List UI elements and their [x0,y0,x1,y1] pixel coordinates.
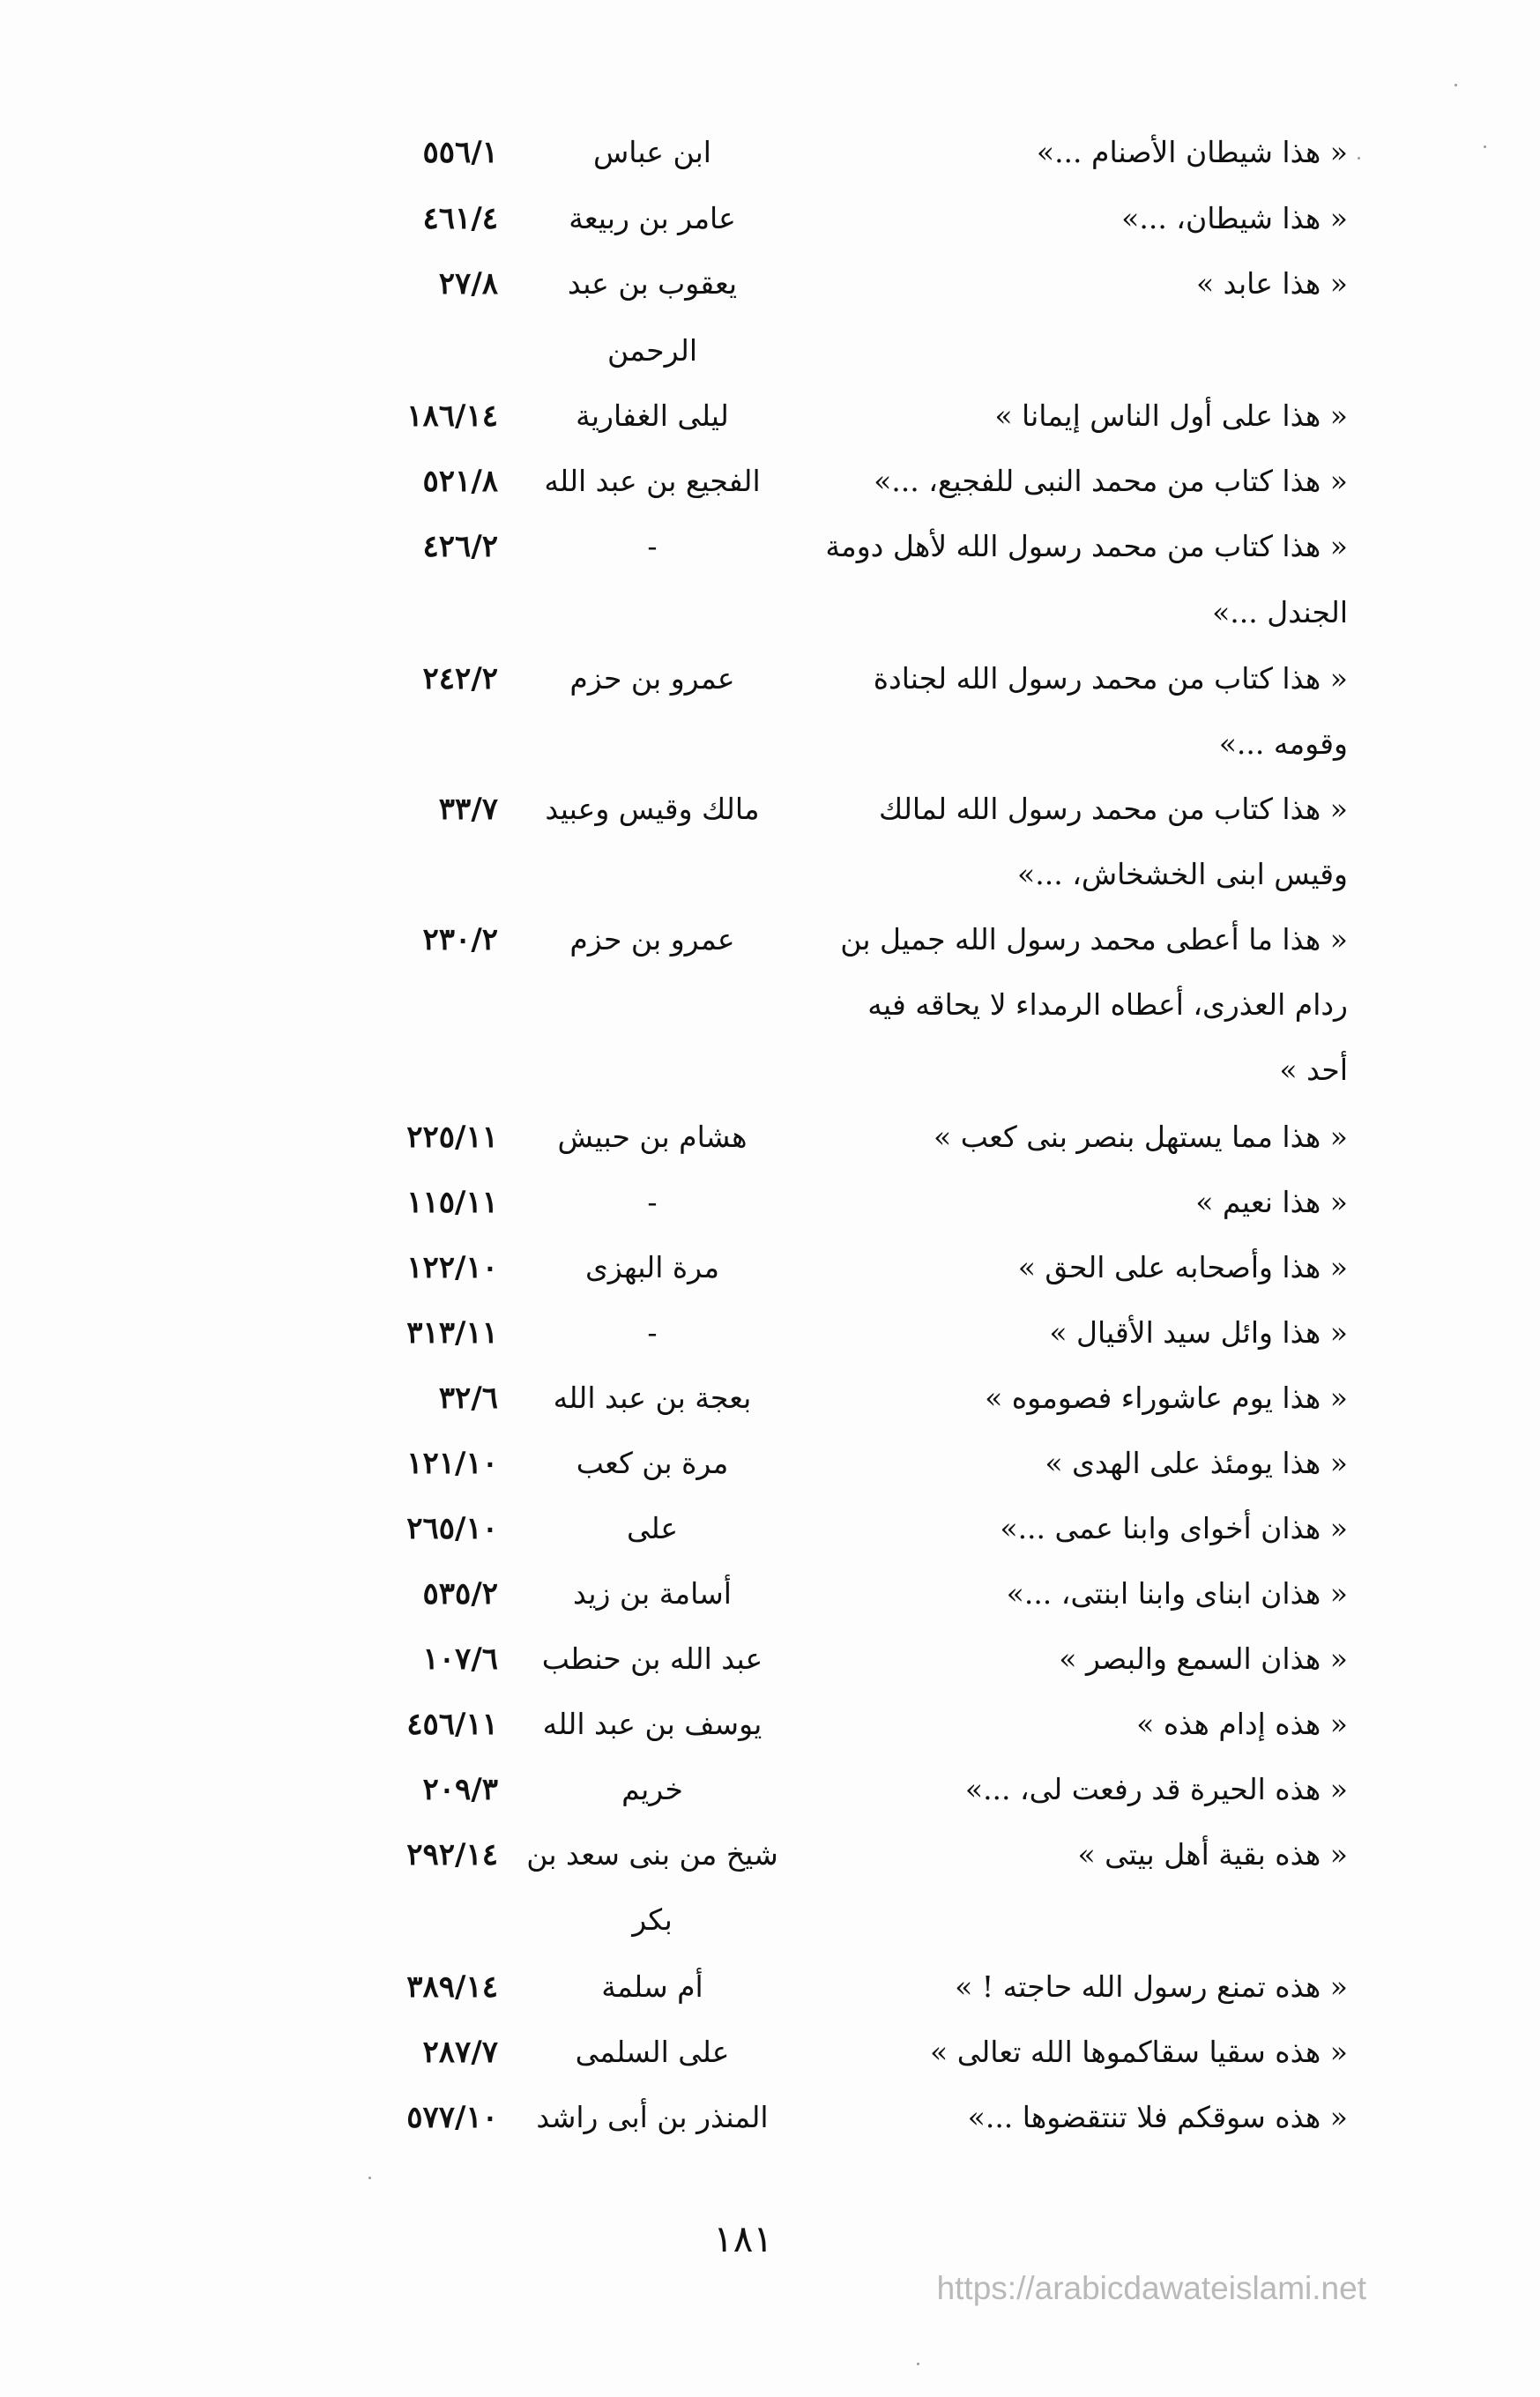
hadith-text: الجندل ...» [1212,595,1348,629]
narrator-name: مالك وقيس وعبيد [545,792,760,826]
hadith-text: « هذه الحيرة قد رفعت لى، ...» [964,1772,1348,1806]
scan-speck [1484,145,1486,148]
volume-page-ref: ١٠٧/٦ [422,1641,498,1677]
volume-page-ref: ٤٢٦/٢ [422,529,498,564]
hadith-text: « هذان ابناى وابنا ابنتى، ...» [1006,1576,1348,1611]
volume-page-ref: ٢٠٩/٣ [422,1772,498,1807]
hadith-text: « هذا يوم عاشوراء فصوموه » [985,1381,1348,1415]
narrator-name: بكر [632,1902,673,1937]
scan-speck [917,2363,919,2365]
volume-page-ref: ٣٢/٦ [438,1381,498,1416]
narrator-name: عامر بن ربيعة [569,201,736,235]
hadith-text: « هذا شيطان، ...» [1121,201,1348,235]
volume-page-ref: ٢٢٥/١١ [406,1120,498,1155]
hadith-text: « هذا كتاب من محمد رسول الله لجنادة [873,661,1348,696]
hadith-text: « هذه إدام هذه » [1136,1707,1348,1741]
hadith-text: « هذا وائل سيد الأقيال » [1049,1315,1348,1350]
narrator-name: مرة بن كعب [576,1446,729,1480]
hadith-text: « هذان أخواى وابنا عمى ...» [1000,1511,1348,1545]
hadith-text: « هذا على أول الناس إيمانا » [994,398,1348,433]
volume-page-ref: ٥٥٦/١ [422,135,498,170]
volume-page-ref: ٢٨٧/٧ [422,2035,498,2070]
volume-page-ref: ٢٧/٨ [438,266,498,301]
volume-page-ref: ١١٥/١١ [406,1185,498,1220]
volume-page-ref: ٥٢١/٨ [422,464,498,499]
narrator-name: على السلمى [575,2035,730,2069]
scan-speck [1358,157,1360,160]
volume-page-ref: ٣٣/٧ [438,792,498,827]
narrator-name: يوسف بن عبد الله [542,1707,763,1741]
hadith-text: « هذا كتاب من محمد رسول الله لمالك [879,792,1348,826]
hadith-text: « هذا نعيم » [1195,1185,1348,1219]
volume-page-ref: ٢٣٠/٢ [422,922,498,957]
narrator-name: هشام بن حبيش [557,1120,748,1154]
hadith-text: أحد » [1279,1053,1348,1087]
volume-page-ref: ٣٨٩/١٤ [406,1969,498,2005]
narrator-name: مرة البهزى [584,1250,720,1284]
hadith-text: « هذه سقيا سقاكموها الله تعالى » [930,2035,1348,2069]
volume-page-ref: ٤٥٦/١١ [406,1707,498,1742]
hadith-text: « هذان السمع والبصر » [1059,1641,1348,1676]
narrator-name: بعجة بن عبد الله [553,1381,752,1415]
hadith-text: وقيس ابنى الخشخاش، ...» [1017,857,1348,891]
narrator-name: يعقوب بن عبد [567,266,738,301]
narrator-name: أم سلمة [601,1969,703,2004]
narrator-name: الرحمن [606,333,698,368]
volume-page-ref: ١٨٦/١٤ [406,398,498,434]
narrator-name: عمرو بن حزم [569,661,735,696]
hadith-text: ردام العذرى، أعطاه الرمداء لا يحاقه فيه [867,987,1348,1022]
narrator-name: - [647,1185,658,1219]
volume-page-ref: ٢٩٢/١٤ [406,1837,498,1872]
scan-speck [368,2177,371,2179]
hadith-text: « هذه سوقكم فلا تنتقضوها ...» [967,2100,1348,2134]
hadith-text: « هذه بقية أهل بيتى » [1077,1837,1348,1872]
watermark-url: https://arabicdawateislami.net [936,2270,1366,2306]
hadith-text: « هذا مما يستهل بنصر بنى كعب » [934,1120,1348,1154]
narrator-name: ليلى الغفارية [576,398,729,433]
hadith-text: « هذا عابد » [1196,266,1348,301]
hadith-text: « هذا ما أعطى محمد رسول الله جميل بن [840,922,1348,957]
narrator-name: عبد الله بن حنطب [541,1641,763,1676]
narrator-name: أسامة بن زيد [573,1576,732,1611]
hadith-text: « هذا كتاب من محمد رسول الله لأهل دومة [825,529,1348,563]
hadith-text: وقومه ...» [1218,726,1348,761]
narrator-name: - [647,1315,658,1350]
volume-page-ref: ٢٤٢/٢ [422,661,498,696]
narrator-name: الفجيع بن عبد الله [544,464,761,498]
page-number: ١٨١ [713,2217,773,2260]
hadith-text: « هذا يومئذ على الهدى » [1045,1446,1348,1480]
volume-page-ref: ٢٦٥/١٠ [406,1511,498,1546]
scan-speck [1454,84,1457,86]
hadith-text: « هذا وأصحابه على الحق » [1017,1250,1348,1284]
narrator-name: المنذر بن أبى راشد [536,2100,769,2134]
narrator-name: شيخ من بنى سعد بن [526,1837,778,1872]
hadith-text: « هذا كتاب من محمد النبى للفجيع، ...» [874,464,1348,498]
volume-page-ref: ٥٣٥/٢ [422,1576,498,1612]
narrator-name: - [647,529,658,563]
volume-page-ref: ١٢٢/١٠ [406,1250,498,1285]
hadith-text: « هذا شيطان الأصنام ...» [1036,135,1348,169]
narrator-name: خريم [621,1772,683,1806]
volume-page-ref: ١٢١/١٠ [406,1446,498,1481]
narrator-name: عمرو بن حزم [569,922,735,957]
volume-page-ref: ٥٧٧/١٠ [406,2100,498,2135]
volume-page-ref: ٤٦١/٤ [422,201,498,236]
hadith-text: « هذه تمنع رسول الله حاجته ! » [955,1969,1348,2004]
narrator-name: ابن عباس [593,135,711,169]
narrator-name: على [626,1511,679,1545]
volume-page-ref: ٣١٣/١١ [406,1315,498,1351]
